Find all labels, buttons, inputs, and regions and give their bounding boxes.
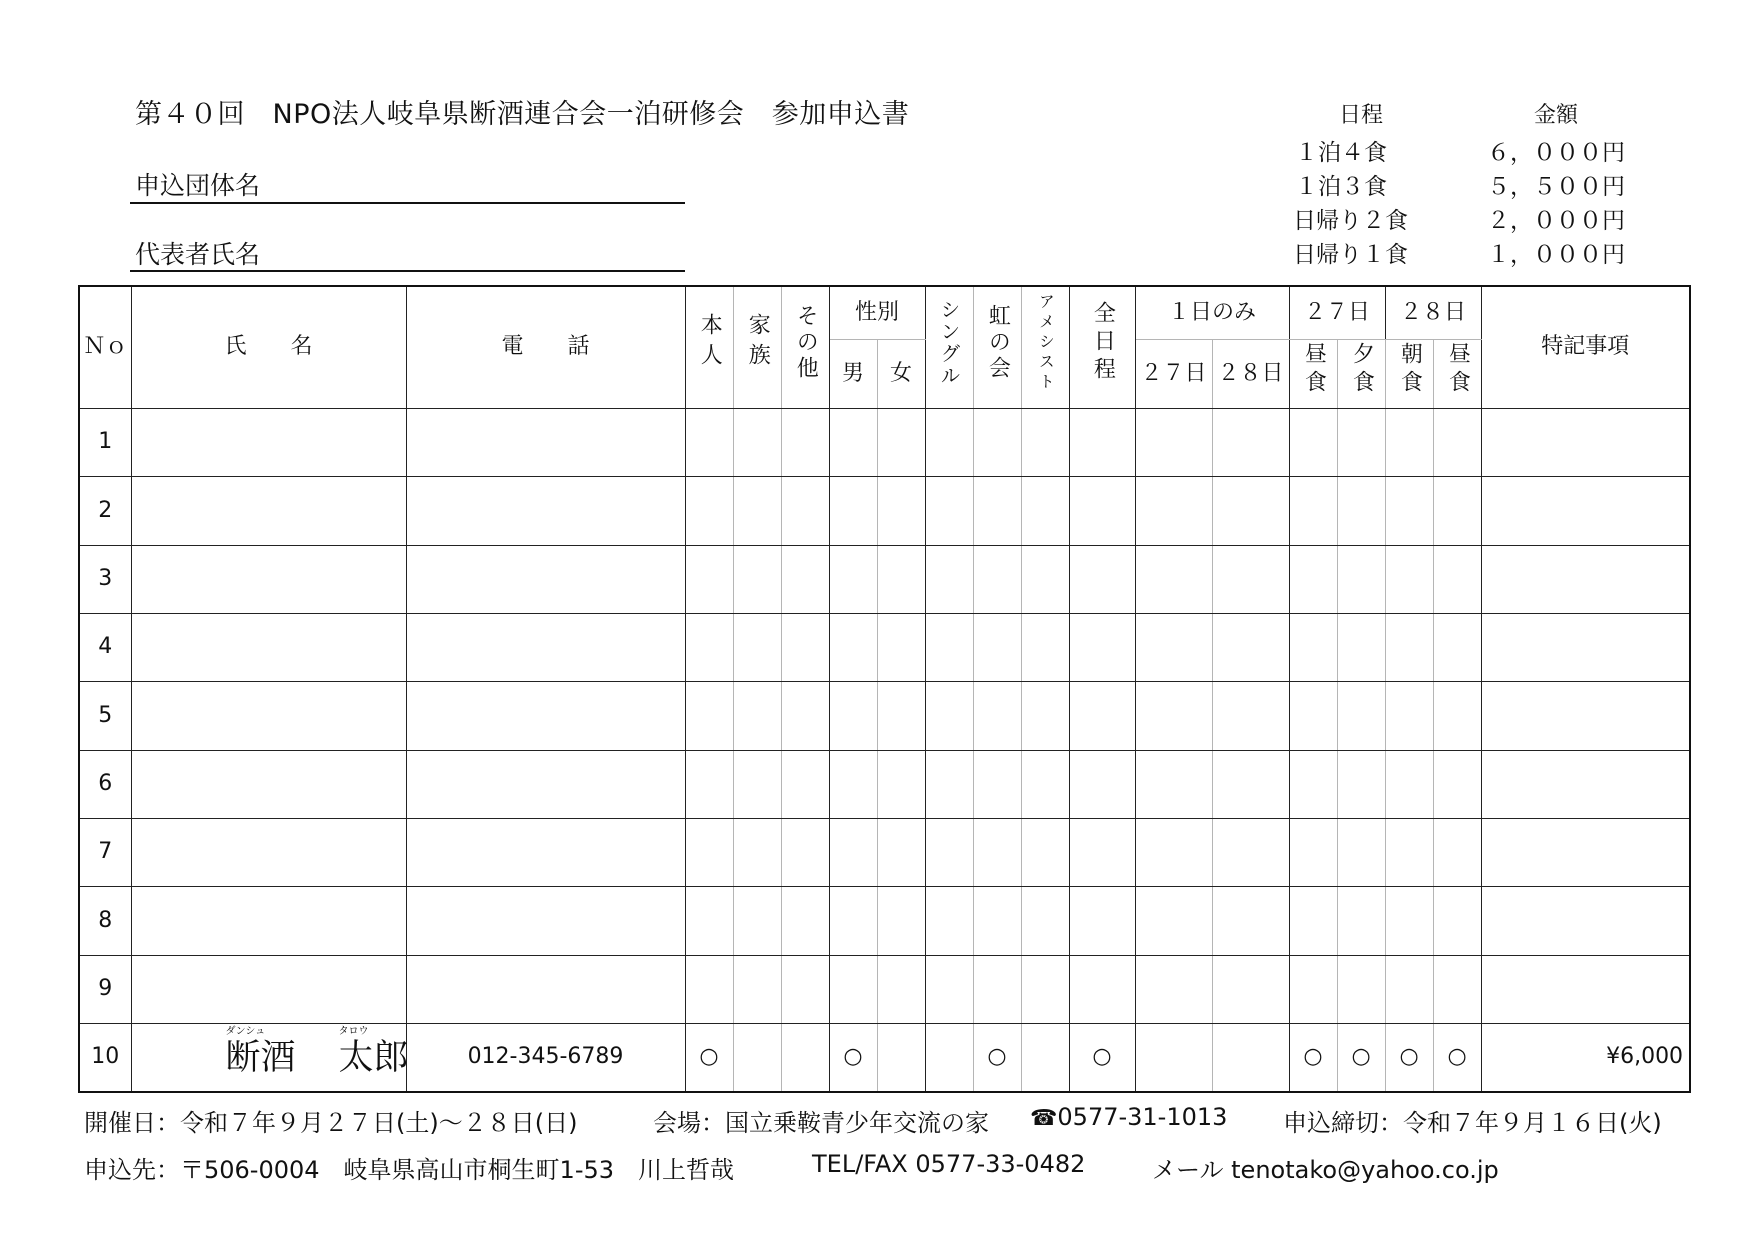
group-name-label: 申込団体名 — [135, 171, 261, 200]
header-single-text: シングル — [937, 299, 962, 388]
self-cell[interactable]: ○ — [685, 1024, 733, 1092]
full-cell[interactable] — [1069, 614, 1135, 682]
breakfast-cell[interactable] — [1385, 750, 1433, 818]
registration-table — [78, 285, 1691, 1093]
pricing-amount: ６，０００円 — [1487, 140, 1625, 166]
amesist-cell[interactable] — [1021, 887, 1069, 955]
full-cell[interactable] — [1069, 682, 1135, 750]
row-number: 7 — [79, 819, 131, 887]
table-row — [79, 750, 1690, 818]
notes-cell[interactable] — [1481, 750, 1690, 818]
row-number: 1 — [79, 409, 131, 477]
male-cell[interactable]: ○ — [829, 1024, 877, 1092]
phone-cell[interactable] — [406, 409, 685, 477]
lunch2-cell[interactable] — [1433, 819, 1481, 887]
apply-address: 申込先：〒506-0004 岐阜県高山市桐生町1-53 川上哲哉 — [84, 1156, 735, 1184]
full-cell[interactable] — [1069, 819, 1135, 887]
pricing-schedule: 日帰り２食 — [1293, 208, 1408, 234]
table-row — [79, 819, 1690, 887]
other-cell[interactable] — [781, 614, 829, 682]
name-cell[interactable] — [131, 955, 406, 1023]
notes-cell[interactable] — [1481, 409, 1690, 477]
name-cell[interactable] — [131, 819, 406, 887]
male-cell[interactable] — [829, 887, 877, 955]
notes-cell[interactable]: ¥6,000 — [1481, 1024, 1690, 1092]
row-number: 8 — [79, 887, 131, 955]
table-row — [79, 545, 1690, 613]
self-cell[interactable] — [685, 750, 733, 818]
header-self — [685, 286, 733, 409]
male-cell[interactable] — [829, 614, 877, 682]
lunch1-cell[interactable]: ○ — [1289, 1024, 1337, 1092]
self-cell[interactable] — [685, 545, 733, 613]
dinner-cell[interactable] — [1337, 477, 1385, 545]
lunch1-cell[interactable] — [1289, 409, 1337, 477]
self-cell[interactable] — [685, 819, 733, 887]
female-cell[interactable] — [877, 819, 925, 887]
amesist-cell[interactable] — [1021, 750, 1069, 818]
dinner-cell[interactable] — [1337, 819, 1385, 887]
pricing-schedule: １泊４食 — [1295, 140, 1387, 166]
breakfast-cell[interactable]: ○ — [1385, 1024, 1433, 1092]
day27-cell[interactable] — [1135, 955, 1212, 1023]
family-cell[interactable] — [733, 682, 781, 750]
day27-cell[interactable] — [1135, 409, 1212, 477]
email: メール tenotako@yahoo.co.jp — [1152, 1156, 1499, 1184]
venue-phone — [1030, 1103, 1227, 1131]
header-breakfast-text: 朝食 — [1397, 341, 1423, 398]
lunch1-cell[interactable] — [1289, 750, 1337, 818]
day28-cell[interactable] — [1212, 545, 1289, 613]
row-number: 9 — [79, 955, 131, 1023]
full-cell[interactable] — [1069, 887, 1135, 955]
day28-cell[interactable] — [1212, 819, 1289, 887]
lunch2-cell[interactable] — [1433, 545, 1481, 613]
male-cell[interactable] — [829, 819, 877, 887]
notes-cell[interactable] — [1481, 614, 1690, 682]
header-dinner-text: 夕食 — [1349, 341, 1375, 398]
header-day28: ２８日 — [1212, 339, 1289, 408]
amesist-cell[interactable] — [1021, 477, 1069, 545]
single-cell[interactable] — [925, 614, 973, 682]
other-cell[interactable] — [781, 477, 829, 545]
amesist-cell[interactable] — [1021, 614, 1069, 682]
header-male: 男 — [829, 339, 877, 408]
lunch1-cell[interactable] — [1289, 614, 1337, 682]
pricing-amount: １，０００円 — [1487, 242, 1625, 268]
header-lunch2 — [1433, 339, 1481, 408]
header-single — [925, 286, 973, 409]
family-cell[interactable] — [733, 545, 781, 613]
header-amesist-text: アメシスト — [1036, 293, 1056, 394]
family-cell[interactable] — [733, 614, 781, 682]
other-cell[interactable] — [781, 1024, 829, 1092]
header-notes: 特記事項 — [1481, 286, 1690, 409]
niji-cell[interactable] — [973, 955, 1021, 1023]
row-number: 5 — [79, 682, 131, 750]
full-cell[interactable] — [1069, 477, 1135, 545]
table-row — [79, 409, 1690, 477]
female-cell[interactable] — [877, 477, 925, 545]
name-last: 断酒 — [225, 1037, 296, 1078]
header-family — [733, 286, 781, 409]
full-cell[interactable] — [1069, 545, 1135, 613]
notes-cell[interactable] — [1481, 955, 1690, 1023]
tel-fax: TEL/FAX 0577-33-0482 — [812, 1150, 1086, 1178]
name-cell[interactable] — [131, 887, 406, 955]
single-cell[interactable] — [925, 477, 973, 545]
notes-cell[interactable] — [1481, 682, 1690, 750]
lunch1-cell[interactable] — [1289, 477, 1337, 545]
day28-cell[interactable] — [1212, 682, 1289, 750]
lunch1-cell[interactable] — [1289, 682, 1337, 750]
phone-cell[interactable] — [406, 614, 685, 682]
day28-cell[interactable] — [1212, 614, 1289, 682]
dinner-cell[interactable]: ○ — [1337, 1024, 1385, 1092]
day27-cell[interactable] — [1135, 614, 1212, 682]
dinner-cell[interactable] — [1337, 750, 1385, 818]
niji-cell[interactable] — [973, 477, 1021, 545]
day27-cell[interactable] — [1135, 1024, 1212, 1092]
niji-cell[interactable] — [973, 819, 1021, 887]
male-cell[interactable] — [829, 955, 877, 1023]
breakfast-cell[interactable] — [1385, 545, 1433, 613]
header-day27: ２７日 — [1135, 339, 1212, 408]
single-cell[interactable] — [925, 750, 973, 818]
other-cell[interactable] — [781, 750, 829, 818]
day28-cell[interactable] — [1212, 1024, 1289, 1092]
lunch1-cell[interactable] — [1289, 545, 1337, 613]
lunch2-cell[interactable] — [1433, 955, 1481, 1023]
header-no: Ｎｏ — [79, 286, 131, 409]
self-cell[interactable] — [685, 409, 733, 477]
pricing-amount: ２，０００円 — [1487, 208, 1625, 234]
dinner-cell[interactable] — [1337, 409, 1385, 477]
phone-cell[interactable] — [406, 819, 685, 887]
row-number: 2 — [79, 477, 131, 545]
table-row — [79, 682, 1690, 750]
self-cell[interactable] — [685, 614, 733, 682]
full-cell[interactable] — [1069, 750, 1135, 818]
table-row — [79, 477, 1690, 545]
other-cell[interactable] — [781, 955, 829, 1023]
day27-cell[interactable] — [1135, 819, 1212, 887]
day27-cell[interactable] — [1135, 477, 1212, 545]
header-lunch1 — [1289, 339, 1337, 408]
day27-cell[interactable] — [1135, 545, 1212, 613]
day28-cell[interactable] — [1212, 887, 1289, 955]
amesist-cell[interactable] — [1021, 819, 1069, 887]
single-cell[interactable] — [925, 955, 973, 1023]
phone-cell[interactable] — [406, 955, 685, 1023]
family-cell[interactable] — [733, 955, 781, 1023]
female-cell[interactable] — [877, 614, 925, 682]
day28-cell[interactable] — [1212, 409, 1289, 477]
notes-cell[interactable] — [1481, 477, 1690, 545]
breakfast-cell[interactable] — [1385, 682, 1433, 750]
header-meal27: ２７日 — [1289, 286, 1385, 339]
niji-cell[interactable]: ○ — [973, 1024, 1021, 1092]
day28-cell[interactable] — [1212, 955, 1289, 1023]
day27-cell[interactable] — [1135, 887, 1212, 955]
male-cell[interactable] — [829, 545, 877, 613]
other-cell[interactable] — [781, 545, 829, 613]
header-dinner — [1337, 339, 1385, 408]
name-cell[interactable] — [131, 477, 406, 545]
header-female: 女 — [877, 339, 925, 408]
header-family-text: 家族 — [745, 313, 771, 374]
name-ruby-last: ダンシュ — [225, 1026, 266, 1038]
notes-cell[interactable] — [1481, 887, 1690, 955]
lunch1-cell[interactable] — [1289, 887, 1337, 955]
lunch2-cell[interactable] — [1433, 750, 1481, 818]
lunch2-cell[interactable]: ○ — [1433, 1024, 1481, 1092]
lunch2-cell[interactable] — [1433, 409, 1481, 477]
header-niji — [973, 286, 1021, 409]
family-cell[interactable] — [733, 477, 781, 545]
table-row-example — [79, 1024, 1690, 1092]
female-cell[interactable] — [877, 887, 925, 955]
single-cell[interactable] — [925, 1024, 973, 1092]
header-full-text: 全日程 — [1090, 301, 1116, 386]
other-cell[interactable] — [781, 409, 829, 477]
name-cell[interactable] — [131, 750, 406, 818]
table-row — [79, 887, 1690, 955]
header-lunch1-text: 昼食 — [1301, 341, 1327, 398]
lunch2-cell[interactable] — [1433, 614, 1481, 682]
day28-cell[interactable] — [1212, 477, 1289, 545]
niji-cell[interactable] — [973, 887, 1021, 955]
female-cell[interactable] — [877, 955, 925, 1023]
event-date: 開催日：令和７年９月２７日(土)～２８日(日) — [84, 1109, 578, 1137]
header-meal28: ２８日 — [1385, 286, 1481, 339]
breakfast-cell[interactable] — [1385, 819, 1433, 887]
dinner-cell[interactable] — [1337, 545, 1385, 613]
breakfast-cell[interactable] — [1385, 477, 1433, 545]
name-first: 太郎 — [338, 1037, 409, 1078]
male-cell[interactable] — [829, 750, 877, 818]
header-lunch2-text: 昼食 — [1445, 341, 1471, 398]
phone-cell[interactable]: 012-345-6789 — [406, 1024, 685, 1092]
breakfast-cell[interactable] — [1385, 955, 1433, 1023]
notes-cell[interactable] — [1481, 819, 1690, 887]
dinner-cell[interactable] — [1337, 955, 1385, 1023]
header-gender: 性別 — [829, 286, 925, 339]
header-name: 氏 名 — [131, 286, 406, 409]
male-cell[interactable] — [829, 477, 877, 545]
breakfast-cell[interactable] — [1385, 887, 1433, 955]
pricing-amount: ５，５００円 — [1487, 174, 1625, 200]
family-cell[interactable] — [733, 750, 781, 818]
name-ruby-first: タロウ — [338, 1026, 369, 1038]
lunch1-cell[interactable] — [1289, 819, 1337, 887]
self-cell[interactable] — [685, 477, 733, 545]
self-cell[interactable] — [685, 955, 733, 1023]
single-cell[interactable] — [925, 887, 973, 955]
deadline: 申込締切：令和７年９月１６日(火) — [1283, 1109, 1662, 1137]
amesist-cell[interactable] — [1021, 1024, 1069, 1092]
header-other-text: その他 — [793, 304, 819, 383]
full-cell[interactable] — [1069, 955, 1135, 1023]
name-cell[interactable] — [131, 682, 406, 750]
table-row — [79, 614, 1690, 682]
day28-cell[interactable] — [1212, 750, 1289, 818]
niji-cell[interactable] — [973, 409, 1021, 477]
single-cell[interactable] — [925, 682, 973, 750]
venue: 会場：国立乗鞍青少年交流の家 — [653, 1109, 989, 1137]
header-niji-text: 虹の会 — [985, 304, 1011, 383]
breakfast-cell[interactable] — [1385, 409, 1433, 477]
header-breakfast — [1385, 339, 1433, 408]
full-cell[interactable]: ○ — [1069, 1024, 1135, 1092]
pricing-schedule-header: 日程 — [1339, 103, 1384, 128]
phone-cell[interactable] — [406, 545, 685, 613]
female-cell[interactable] — [877, 545, 925, 613]
niji-cell[interactable] — [973, 750, 1021, 818]
amesist-cell[interactable] — [1021, 409, 1069, 477]
day27-cell[interactable] — [1135, 750, 1212, 818]
amesist-cell[interactable] — [1021, 682, 1069, 750]
niji-cell[interactable] — [973, 682, 1021, 750]
male-cell[interactable] — [829, 682, 877, 750]
lunch2-cell[interactable] — [1433, 887, 1481, 955]
family-cell[interactable] — [733, 409, 781, 477]
self-cell[interactable] — [685, 887, 733, 955]
other-cell[interactable] — [781, 887, 829, 955]
representative-name-line[interactable] — [130, 270, 685, 272]
venue-phone-number: 0577-31-1013 — [1057, 1103, 1228, 1131]
pricing-schedule: 日帰り１食 — [1293, 242, 1408, 268]
header-phone: 電 話 — [406, 286, 685, 409]
row-number: 3 — [79, 545, 131, 613]
dinner-cell[interactable] — [1337, 887, 1385, 955]
single-cell[interactable] — [925, 819, 973, 887]
row-number: 4 — [79, 614, 131, 682]
name-cell[interactable] — [131, 614, 406, 682]
name-cell[interactable] — [131, 545, 406, 613]
niji-cell[interactable] — [973, 545, 1021, 613]
header-full — [1069, 286, 1135, 409]
lunch2-cell[interactable] — [1433, 477, 1481, 545]
family-cell[interactable] — [733, 1024, 781, 1092]
header-other — [781, 286, 829, 409]
other-cell[interactable] — [781, 682, 829, 750]
dinner-cell[interactable] — [1337, 614, 1385, 682]
row-number: 10 — [79, 1024, 131, 1092]
single-cell[interactable] — [925, 545, 973, 613]
row-number: 6 — [79, 750, 131, 818]
phone-icon: ☎ — [1030, 1106, 1058, 1131]
phone-cell[interactable] — [406, 887, 685, 955]
self-cell[interactable] — [685, 682, 733, 750]
pricing-schedule: １泊３食 — [1295, 174, 1387, 200]
full-cell[interactable] — [1069, 409, 1135, 477]
female-cell[interactable] — [877, 750, 925, 818]
family-cell[interactable] — [733, 887, 781, 955]
phone-cell[interactable] — [406, 682, 685, 750]
name-cell[interactable] — [131, 409, 406, 477]
other-cell[interactable] — [781, 819, 829, 887]
amesist-cell[interactable] — [1021, 545, 1069, 613]
male-cell[interactable] — [829, 409, 877, 477]
table-row — [79, 955, 1690, 1023]
female-cell[interactable] — [877, 409, 925, 477]
name-cell[interactable] — [131, 1024, 409, 1092]
header-amesist — [1021, 286, 1069, 409]
representative-name-label: 代表者氏名 — [135, 240, 261, 269]
group-name-line[interactable] — [130, 202, 685, 204]
lunch2-cell[interactable] — [1433, 682, 1481, 750]
niji-cell[interactable] — [973, 614, 1021, 682]
notes-cell[interactable] — [1481, 545, 1690, 613]
breakfast-cell[interactable] — [1385, 614, 1433, 682]
page-title: 第４０回 NPO法人岐阜県断酒連合会一泊研修会 参加申込書 — [135, 99, 910, 130]
header-oneday: １日のみ — [1135, 286, 1289, 339]
dinner-cell[interactable] — [1337, 682, 1385, 750]
lunch1-cell[interactable] — [1289, 955, 1337, 1023]
female-cell[interactable] — [877, 1024, 925, 1092]
phone-cell[interactable] — [406, 477, 685, 545]
single-cell[interactable] — [925, 409, 973, 477]
female-cell[interactable] — [877, 682, 925, 750]
header-self-text: 本人 — [697, 313, 723, 374]
amesist-cell[interactable] — [1021, 955, 1069, 1023]
day27-cell[interactable] — [1135, 682, 1212, 750]
phone-cell[interactable] — [406, 750, 685, 818]
family-cell[interactable] — [733, 819, 781, 887]
pricing-amount-header: 金額 — [1534, 103, 1579, 128]
